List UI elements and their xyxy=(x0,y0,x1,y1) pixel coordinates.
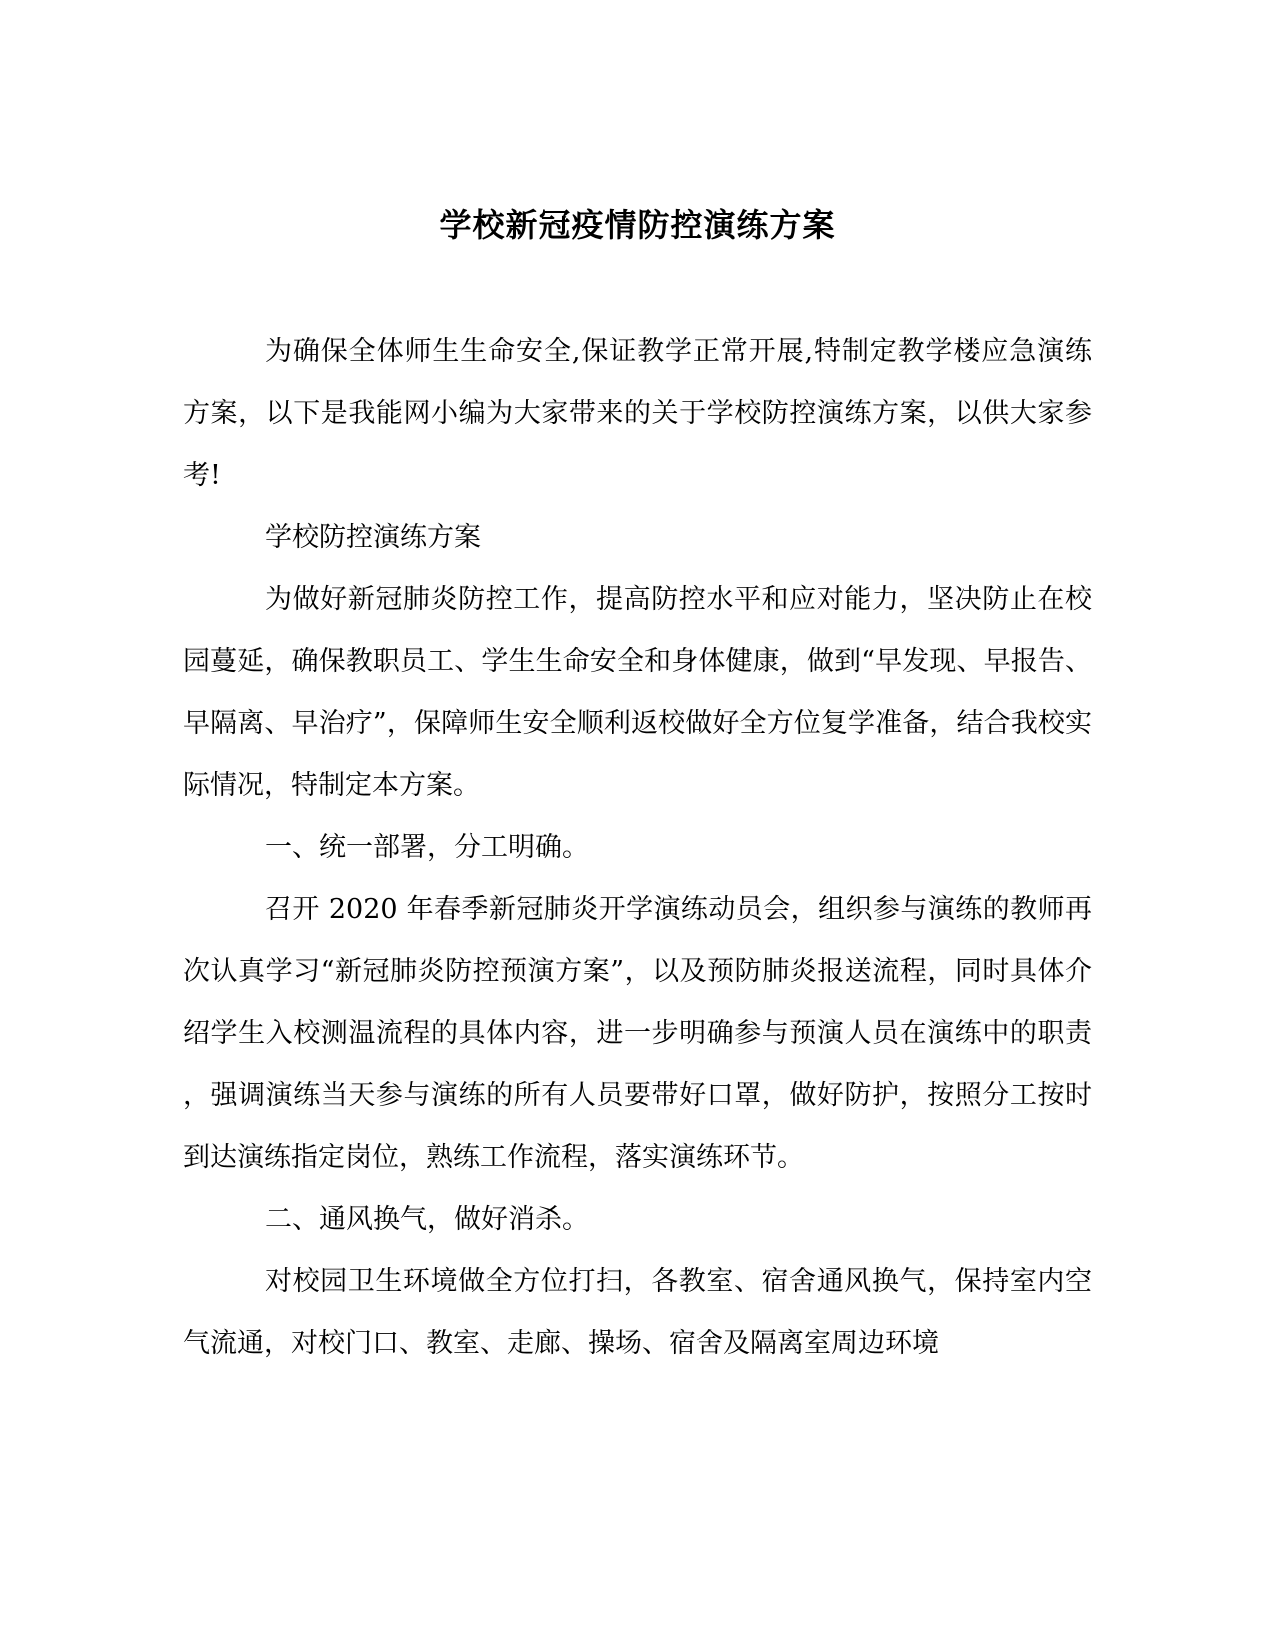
paragraph: 一、统一部署，分工明确。 xyxy=(265,832,589,863)
paragraph: 学校防控演练方案 xyxy=(265,522,481,553)
paragraph: 为做好新冠肺炎防控工作，提高防控水平和应对能力，坚决防止在校园蔓延，确保教职员工、学生生命安全和身体健康，做到“早发现、早报告、早隔离、早治疗”，保障师生安全顺利返校做好全方位复学准备，结合我校实际情况，特制定本方案。 xyxy=(183,584,1092,801)
paragraph: 为确保全体师生生命安全,保证教学正常开展,特制定教学楼应急演练方案，以下是我能网小编为大家带来的关于学校防控演练方案，以供大家参考! xyxy=(183,336,1092,491)
paragraph: 对校园卫生环境做全方位打扫，各教室、宿舍通风换气，保持室内空气流通，对校门口、教室、走廊、操场、宿舍及隔离室周边环境 xyxy=(183,1266,1092,1359)
paragraph: 召开 2020 年春季新冠肺炎开学演练动员会，组织参与演练的教师再次认真学习“新冠肺炎防控预演方案”，以及预防肺炎报送流程，同时具体介绍学生入校测温流程的具体内容，进一步明确参与预演人员在演练中的职责，强调演练当天参与演练的所有人员要带好口罩，做好防护，按照分工按时到达演练指定岗位，熟练工作流程，落实演练环节。 xyxy=(183,894,1092,1173)
document-body xyxy=(183,321,1092,1375)
document-title: 学校新冠疫情防控演练方案 xyxy=(439,206,836,244)
paragraph: 二、通风换气，做好消杀。 xyxy=(265,1204,589,1235)
